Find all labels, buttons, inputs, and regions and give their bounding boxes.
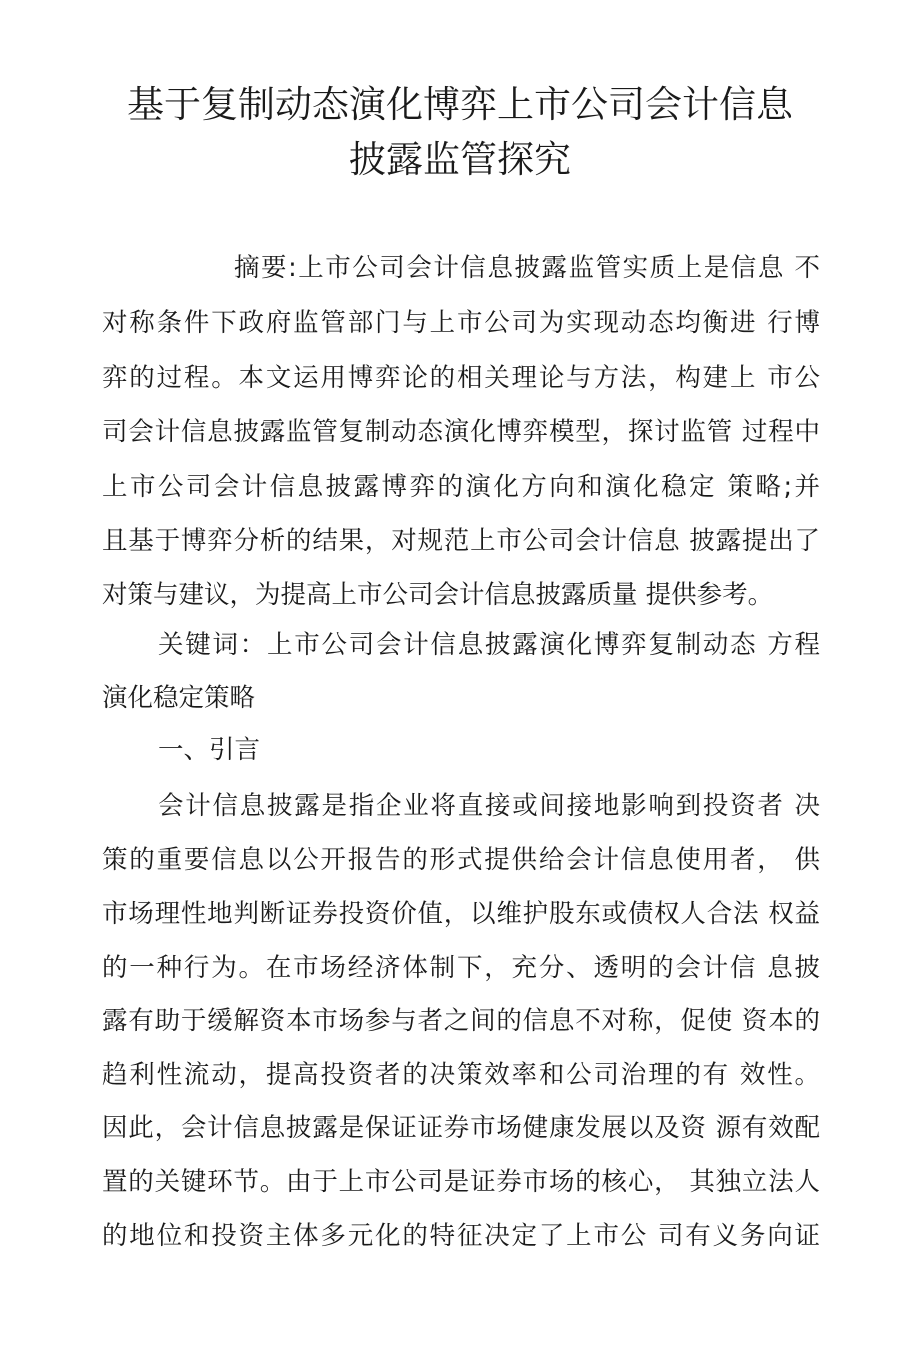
body-line: 策的重要信息以公开报告的形式提供给会计信息使用者， 供 xyxy=(102,845,820,875)
abstract-line: 司会计信息披露监管复制动态演化博弈模型，探讨监管 过程中 xyxy=(102,417,820,447)
document-title-line-1: 基于复制动态演化博弈上市公司会计信息 xyxy=(127,83,793,126)
body-line: 会计信息披露是指企业将直接或间接地影响到投资者 决 xyxy=(158,791,820,821)
body-line: 置的关键环节。由于上市公司是证券市场的核心， 其独立法人 xyxy=(102,1167,820,1197)
abstract-line: 摘要:上市公司会计信息披露监管实质上是信息 不 xyxy=(234,253,820,283)
body-line: 露有助于缓解资本市场参与者之间的信息不对称，促使 资本的 xyxy=(102,1006,820,1036)
abstract-line: 且基于博弈分析的结果，对规范上市公司会计信息 披露提出了 xyxy=(102,526,820,556)
keywords-line: 演化稳定策略 xyxy=(102,683,256,713)
abstract-line: 对策与建议，为提高上市公司会计信息披露质量 提供参考。 xyxy=(102,580,774,610)
document-title-line-2: 披露监管探究 xyxy=(349,138,571,181)
body-line: 因此，会计信息披露是保证证券市场健康发展以及资 源有效配 xyxy=(102,1113,820,1143)
body-line: 市场理性地判断证券投资价值，以维护股东或债权人合法 权益 xyxy=(102,899,820,929)
keywords-line: 关键词：上市公司会计信息披露演化博弈复制动态 方程 xyxy=(158,630,820,660)
body-line: 的地位和投资主体多元化的特征决定了上市公 司有义务向证 xyxy=(102,1221,820,1251)
body-line: 趋利性流动，提高投资者的决策效率和公司治理的有 效性。 xyxy=(102,1060,820,1090)
abstract-line: 弈的过程。本文运用博弈论的相关理论与方法，构建上 市公 xyxy=(102,363,820,393)
body-line: 的一种行为。在市场经济体制下，充分、透明的会计信 息披 xyxy=(102,953,820,983)
abstract-line: 上市公司会计信息披露博弈的演化方向和演化稳定 策略;并 xyxy=(102,472,820,502)
section-heading: 一、引言 xyxy=(158,735,261,765)
abstract-line: 对称条件下政府监管部门与上市公司为实现动态均衡进 行博 xyxy=(102,308,820,338)
